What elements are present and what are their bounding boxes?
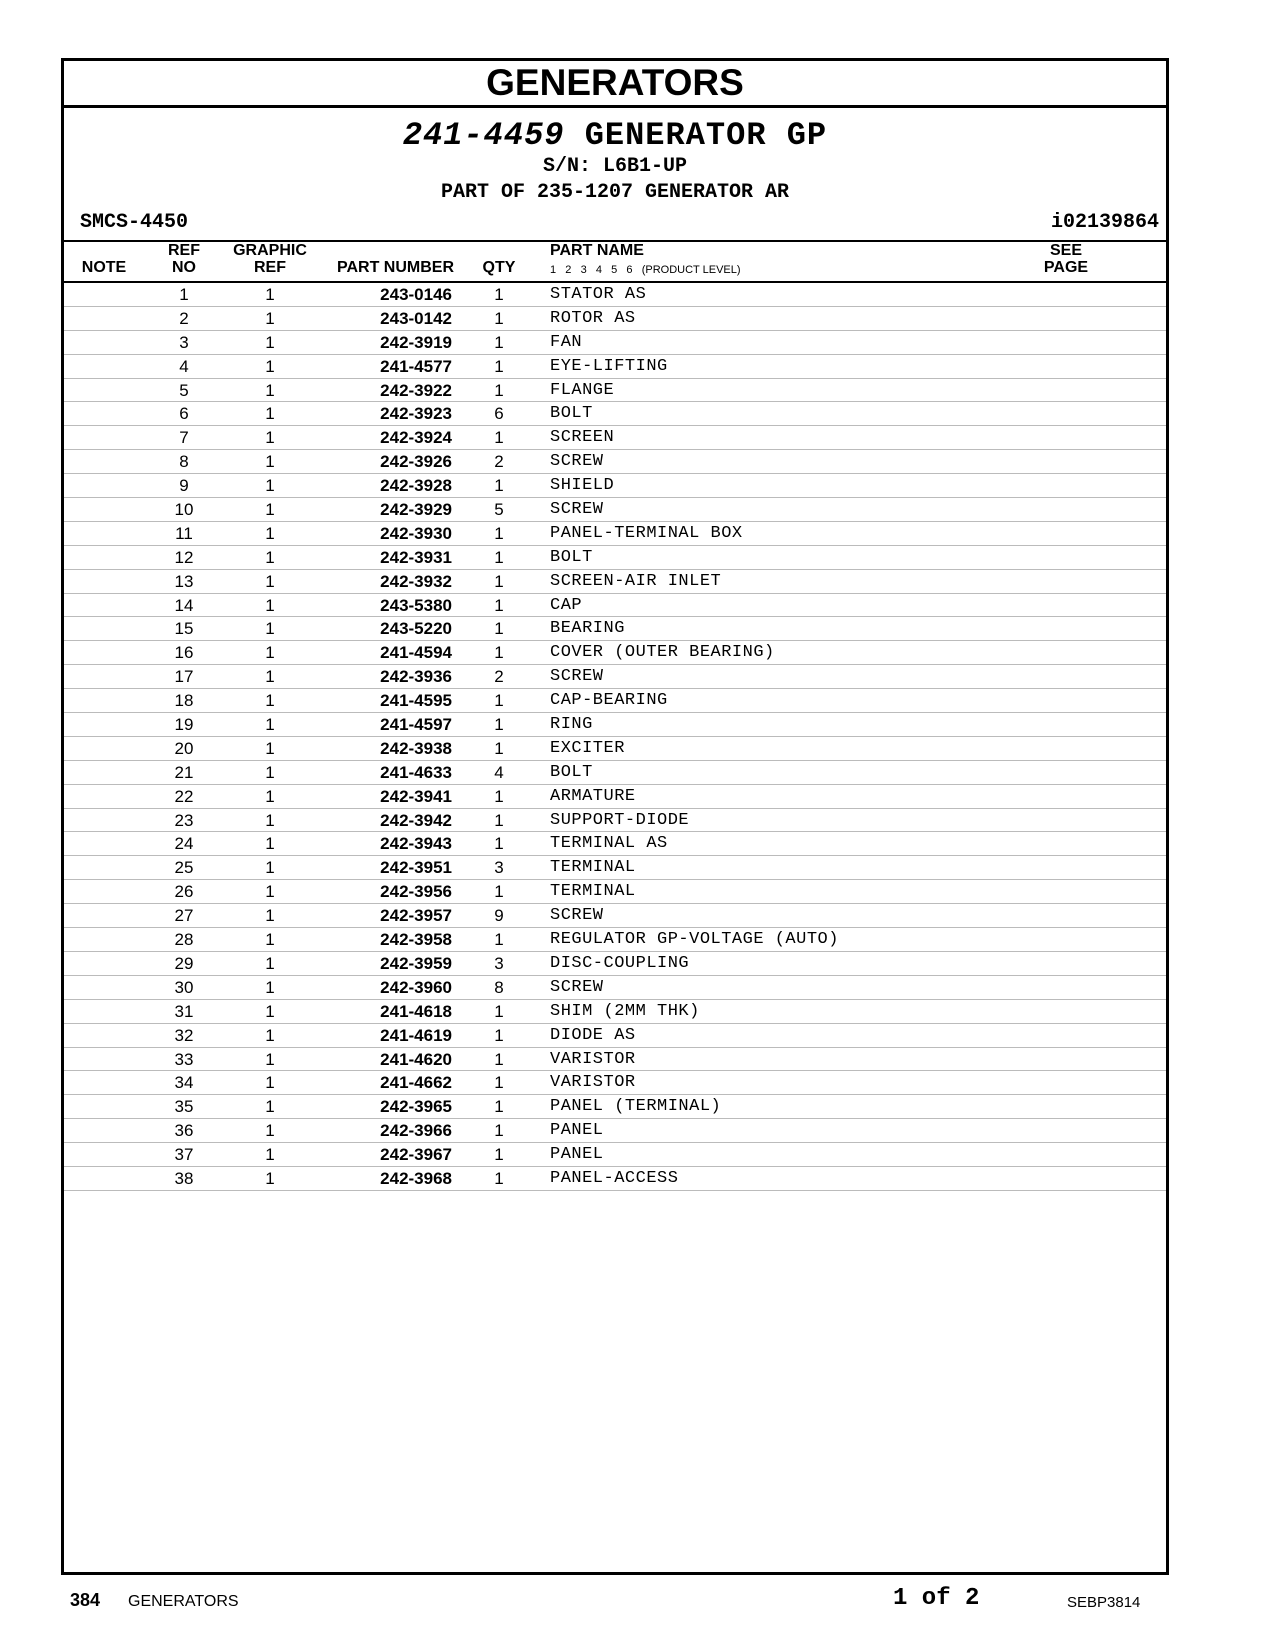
header-ref-no: REF NO: [168, 242, 200, 276]
part-name-cell: PANEL-ACCESS: [550, 1168, 679, 1188]
graphic-ref-cell: 1: [265, 380, 275, 400]
graphic-ref-cell: 1: [265, 810, 275, 830]
table-row: [64, 594, 1166, 618]
qty-cell: 1: [494, 547, 504, 567]
graphic-ref-cell: 1: [265, 500, 275, 520]
qty-cell: 1: [494, 595, 504, 615]
part-name-cell: TERMINAL AS: [550, 834, 668, 854]
part-number-cell: 242-3936: [380, 667, 452, 687]
part-name-cell: VARISTOR: [550, 1073, 636, 1093]
table-row: [64, 474, 1166, 498]
qty-cell: 1: [494, 428, 504, 448]
graphic-ref-cell: 1: [265, 953, 275, 973]
qty-cell: 1: [494, 1049, 504, 1069]
part-number-cell: 241-4662: [380, 1073, 452, 1093]
part-number-cell: 241-4618: [380, 1001, 452, 1021]
qty-cell: 1: [494, 786, 504, 806]
qty-cell: 4: [494, 762, 504, 782]
footer-page-number: 384: [70, 1590, 101, 1610]
part-name-cell: BEARING: [550, 619, 625, 639]
table-row: [64, 809, 1166, 833]
qty-cell: 1: [494, 691, 504, 711]
ref-no-cell: 36: [174, 1121, 194, 1141]
graphic-ref-cell: 1: [265, 643, 275, 663]
ref-no-cell: 17: [174, 667, 194, 687]
graphic-ref-cell: 1: [265, 1097, 275, 1117]
part-name-cell: SCREEN: [550, 428, 615, 448]
ref-no-cell: 2: [179, 308, 189, 328]
graphic-ref-cell: 1: [265, 523, 275, 543]
part-number-cell: 242-3967: [380, 1145, 452, 1165]
footer-document-id: SEBP3814: [1067, 1594, 1141, 1611]
ref-no-cell: 4: [179, 356, 189, 376]
part-name-cell: PANEL: [550, 1121, 604, 1141]
ref-no-cell: 29: [174, 953, 194, 973]
graphic-ref-cell: 1: [265, 762, 275, 782]
part-number-cell: 241-4597: [380, 715, 452, 735]
part-name-cell: DISC-COUPLING: [550, 953, 690, 973]
table-row: [64, 307, 1166, 331]
ref-no-cell: 19: [174, 715, 194, 735]
ref-no-cell: 28: [174, 930, 194, 950]
part-name-cell: SHIELD: [550, 476, 615, 496]
part-number-cell: 242-3965: [380, 1097, 452, 1117]
graphic-ref-cell: 1: [265, 691, 275, 711]
table-row: [64, 331, 1166, 355]
footer-sheet: 1 of 2: [893, 1585, 980, 1612]
part-name-cell: FLANGE: [550, 380, 615, 400]
part-name-cell: SHIM (2MM THK): [550, 1001, 700, 1021]
part-name-cell: CAP-BEARING: [550, 691, 668, 711]
table-row: [64, 546, 1166, 570]
ref-no-cell: 34: [174, 1073, 194, 1093]
graphic-ref-cell: 1: [265, 476, 275, 496]
part-name-cell: STATOR AS: [550, 285, 647, 304]
ref-no-cell: 9: [179, 476, 189, 496]
part-name-cell: SCREW: [550, 977, 604, 997]
header-note: NOTE: [81, 259, 127, 276]
part-name-cell: SUPPORT-DIODE: [550, 810, 690, 830]
ref-no-cell: 20: [174, 738, 194, 758]
table-row: [64, 283, 1166, 307]
part-name-cell: DIODE AS: [550, 1025, 636, 1045]
header-graphic-ref: GRAPHIC REF: [233, 242, 307, 276]
table-row: [64, 379, 1166, 403]
graphic-ref-cell: 1: [265, 786, 275, 806]
qty-cell: 1: [494, 619, 504, 639]
part-name-cell: SCREW: [550, 667, 604, 687]
ref-no-cell: 24: [174, 834, 194, 854]
table-row: [64, 570, 1166, 594]
part-name-cell: FAN: [550, 332, 583, 352]
qty-cell: 1: [494, 643, 504, 663]
table-row: [64, 1119, 1166, 1143]
part-number-cell: 243-0146: [380, 285, 452, 304]
graphic-ref-cell: 1: [265, 715, 275, 735]
table-row: [64, 761, 1166, 785]
part-number-cell: 242-3942: [380, 810, 452, 830]
part-name-cell: PANEL: [550, 1145, 604, 1165]
smcs-code: SMCS-4450: [80, 211, 189, 234]
graphic-ref-cell: 1: [265, 1001, 275, 1021]
table-row: [64, 1143, 1166, 1167]
part-number-cell: 243-0142: [380, 308, 452, 328]
part-name-cell: PANEL (TERMINAL): [550, 1097, 722, 1117]
qty-cell: 1: [494, 930, 504, 950]
table-row: [64, 737, 1166, 761]
header-product-levels: 1 2 3 4 5 6 (PRODUCT LEVEL): [550, 264, 741, 276]
graphic-ref-cell: 1: [265, 547, 275, 567]
illustration-id: i02139864: [1050, 211, 1159, 234]
ref-no-cell: 14: [174, 595, 194, 615]
part-name-cell: VARISTOR: [550, 1049, 636, 1069]
table-row: [64, 832, 1166, 856]
ref-no-cell: 1: [179, 285, 189, 304]
part-number-cell: 242-3931: [380, 547, 452, 567]
part-name-cell: COVER (OUTER BEARING): [550, 643, 775, 663]
group-title: [64, 117, 1166, 154]
table-row: [64, 880, 1166, 904]
qty-cell: 1: [494, 332, 504, 352]
table-row: [64, 1048, 1166, 1072]
part-number-cell: 241-4577: [380, 356, 452, 376]
part-number-cell: 242-3968: [380, 1168, 452, 1188]
ref-no-cell: 25: [174, 858, 194, 878]
ref-no-cell: 12: [174, 547, 194, 567]
qty-cell: 1: [494, 1145, 504, 1165]
ref-no-cell: 11: [175, 523, 193, 543]
part-number-cell: 242-3930: [380, 523, 452, 543]
part-number-cell: 242-3941: [380, 786, 452, 806]
table-row: [64, 498, 1166, 522]
part-name-cell: TERMINAL: [550, 882, 636, 902]
qty-cell: 8: [494, 977, 504, 997]
ref-no-cell: 13: [174, 571, 194, 591]
part-number-cell: 241-4619: [380, 1025, 452, 1045]
header-see-page: SEE PAGE: [1043, 242, 1089, 276]
graphic-ref-cell: 1: [265, 308, 275, 328]
part-name-cell: EYE-LIFTING: [550, 356, 668, 376]
group-number: 241-4459: [402, 117, 565, 154]
ref-no-cell: 23: [174, 810, 194, 830]
graphic-ref-cell: 1: [265, 882, 275, 902]
qty-cell: 1: [494, 380, 504, 400]
ref-no-cell: 6: [179, 404, 189, 424]
graphic-ref-cell: 1: [265, 1025, 275, 1045]
graphic-ref-cell: 1: [265, 1145, 275, 1165]
ref-no-cell: 33: [174, 1049, 194, 1069]
ref-no-cell: 30: [174, 977, 194, 997]
part-name-cell: PANEL-TERMINAL BOX: [550, 523, 743, 543]
qty-cell: 1: [494, 1121, 504, 1141]
part-number-cell: 241-4595: [380, 691, 452, 711]
graphic-ref-cell: 1: [265, 595, 275, 615]
qty-cell: 2: [494, 667, 504, 687]
table-row: [64, 1167, 1166, 1191]
header-part-name: PART NAME: [550, 242, 644, 259]
ref-no-cell: 21: [174, 762, 194, 782]
part-number-cell: 242-3958: [380, 930, 452, 950]
qty-cell: 1: [494, 738, 504, 758]
ref-no-cell: 10: [174, 500, 194, 520]
graphic-ref-cell: 1: [265, 977, 275, 997]
ref-no-cell: 22: [174, 786, 194, 806]
qty-cell: 6: [494, 404, 504, 424]
table-row: [64, 689, 1166, 713]
part-name-cell: SCREW: [550, 500, 604, 520]
part-name-cell: ROTOR AS: [550, 308, 636, 328]
qty-cell: 1: [494, 523, 504, 543]
graphic-ref-cell: 1: [265, 332, 275, 352]
page-frame: [61, 58, 1169, 1575]
ref-no-cell: 15: [174, 619, 194, 639]
graphic-ref-cell: 1: [265, 285, 275, 304]
table-row: [64, 641, 1166, 665]
part-name-cell: SCREW: [550, 452, 604, 472]
qty-cell: 1: [494, 308, 504, 328]
graphic-ref-cell: 1: [265, 1049, 275, 1069]
graphic-ref-cell: 1: [265, 452, 275, 472]
part-of: PART OF 235-1207 GENERATOR AR: [440, 181, 790, 204]
ref-no-cell: 7: [179, 428, 189, 448]
qty-cell: 1: [494, 476, 504, 496]
qty-cell: 1: [494, 1073, 504, 1093]
table-row: [64, 522, 1166, 546]
part-name-cell: BOLT: [550, 762, 593, 782]
part-number-cell: 241-4620: [380, 1049, 452, 1069]
qty-cell: 1: [494, 571, 504, 591]
ref-no-cell: 35: [174, 1097, 194, 1117]
part-number-cell: 242-3938: [380, 738, 452, 758]
serial-number: S/N: L6B1-UP: [542, 155, 688, 178]
header-qty: QTY: [482, 259, 516, 276]
ref-no-cell: 16: [174, 643, 194, 663]
part-name-cell: CAP: [550, 595, 583, 615]
qty-cell: 1: [494, 715, 504, 735]
graphic-ref-cell: 1: [265, 428, 275, 448]
part-number-cell: 242-3959: [380, 953, 452, 973]
part-number-cell: 242-3932: [380, 571, 452, 591]
graphic-ref-cell: 1: [265, 356, 275, 376]
ref-no-cell: 31: [174, 1001, 194, 1021]
table-row: [64, 355, 1166, 379]
table-row: [64, 928, 1166, 952]
table-row: [64, 617, 1166, 641]
ref-no-cell: 5: [179, 380, 189, 400]
part-number-cell: 242-3926: [380, 452, 452, 472]
part-number-cell: 242-3943: [380, 834, 452, 854]
part-number-cell: 241-4633: [380, 762, 452, 782]
qty-cell: 1: [494, 356, 504, 376]
part-name-cell: TERMINAL: [550, 858, 636, 878]
group-name: GENERATOR GP: [584, 117, 828, 154]
graphic-ref-cell: 1: [265, 1168, 275, 1188]
part-number-cell: 243-5380: [380, 595, 452, 615]
qty-cell: 1: [494, 810, 504, 830]
table-row: [64, 785, 1166, 809]
section-title: GENERATORS: [64, 61, 1166, 108]
part-number-cell: 243-5220: [380, 619, 452, 639]
part-name-cell: ARMATURE: [550, 786, 636, 806]
graphic-ref-cell: 1: [265, 571, 275, 591]
table-row: [64, 976, 1166, 1000]
graphic-ref-cell: 1: [265, 858, 275, 878]
table-row: [64, 713, 1166, 737]
part-name-cell: EXCITER: [550, 738, 625, 758]
graphic-ref-cell: 1: [265, 930, 275, 950]
part-name-cell: REGULATOR GP-VOLTAGE (AUTO): [550, 930, 839, 950]
table-row: [64, 1024, 1166, 1048]
ref-no-cell: 3: [179, 332, 189, 352]
part-number-cell: 242-3923: [380, 404, 452, 424]
qty-cell: 1: [494, 1001, 504, 1021]
ref-no-cell: 32: [174, 1025, 194, 1045]
part-name-cell: BOLT: [550, 547, 593, 567]
graphic-ref-cell: 1: [265, 619, 275, 639]
graphic-ref-cell: 1: [265, 404, 275, 424]
graphic-ref-cell: 1: [265, 667, 275, 687]
part-number-cell: 242-3966: [380, 1121, 452, 1141]
table-row: [64, 904, 1166, 928]
part-number-cell: 242-3960: [380, 977, 452, 997]
ref-no-cell: 18: [174, 691, 194, 711]
table-row: [64, 402, 1166, 426]
part-number-cell: 242-3951: [380, 858, 452, 878]
qty-cell: 3: [494, 953, 504, 973]
qty-cell: 1: [494, 1168, 504, 1188]
qty-cell: 1: [494, 285, 504, 304]
graphic-ref-cell: 1: [265, 834, 275, 854]
parts-table: [64, 283, 1166, 1191]
graphic-ref-cell: 1: [265, 1121, 275, 1141]
part-name-cell: RING: [550, 715, 593, 735]
qty-cell: 1: [494, 1097, 504, 1117]
qty-cell: 1: [494, 882, 504, 902]
part-name-cell: SCREW: [550, 906, 604, 926]
table-row: [64, 450, 1166, 474]
part-number-cell: 242-3919: [380, 332, 452, 352]
part-number-cell: 242-3924: [380, 428, 452, 448]
part-number-cell: 241-4594: [380, 643, 452, 663]
table-row: [64, 665, 1166, 689]
header-part-number: PART NUMBER: [336, 259, 454, 276]
part-number-cell: 242-3957: [380, 906, 452, 926]
ref-no-cell: 8: [179, 452, 189, 472]
graphic-ref-cell: 1: [265, 738, 275, 758]
part-name-cell: BOLT: [550, 404, 593, 424]
qty-cell: 2: [494, 452, 504, 472]
qty-cell: 3: [494, 858, 504, 878]
table-row: [64, 1071, 1166, 1095]
footer-section: GENERATORS: [128, 1593, 239, 1610]
ref-no-cell: 38: [174, 1168, 194, 1188]
qty-cell: 1: [494, 834, 504, 854]
part-number-cell: 242-3956: [380, 882, 452, 902]
ref-no-cell: 27: [174, 906, 194, 926]
table-row: [64, 952, 1166, 976]
graphic-ref-cell: 1: [265, 1073, 275, 1093]
part-name-cell: SCREEN-AIR INLET: [550, 571, 722, 591]
table-row: [64, 856, 1166, 880]
qty-cell: 9: [494, 906, 504, 926]
ref-no-cell: 37: [174, 1145, 194, 1165]
ref-no-cell: 26: [174, 882, 194, 902]
table-row: [64, 1000, 1166, 1024]
table-row: [64, 426, 1166, 450]
qty-cell: 1: [494, 1025, 504, 1045]
part-number-cell: 242-3922: [380, 380, 452, 400]
table-row: [64, 1095, 1166, 1119]
part-number-cell: 242-3928: [380, 476, 452, 496]
graphic-ref-cell: 1: [265, 906, 275, 926]
qty-cell: 5: [494, 500, 504, 520]
part-number-cell: 242-3929: [380, 500, 452, 520]
